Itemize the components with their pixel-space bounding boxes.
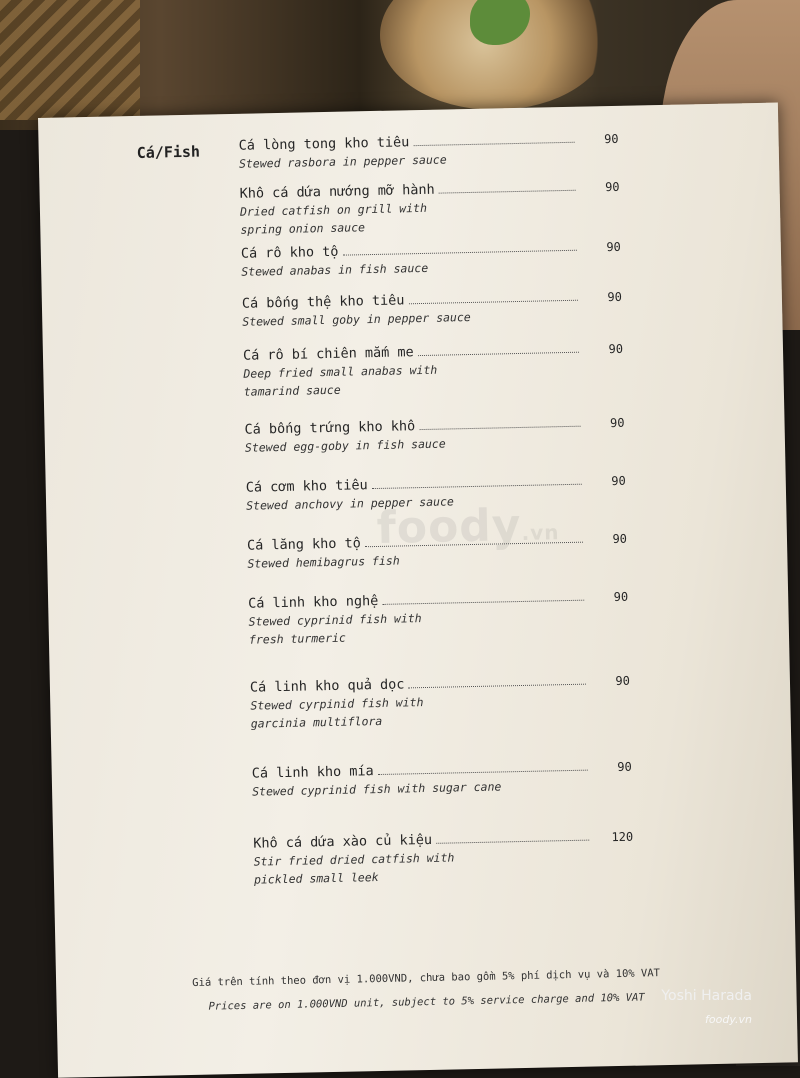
item-name: Cá lòng tong kho tiêu (238, 134, 410, 154)
dot-leader (419, 426, 580, 430)
menu-item (248, 588, 629, 648)
menu-item (243, 340, 624, 400)
dot-leader (342, 250, 576, 256)
dot-leader (408, 684, 586, 689)
item-price: 90 (611, 473, 626, 489)
item-name: Cá rô bí chiên mắm me (242, 344, 414, 364)
item-price: 90 (607, 289, 623, 305)
footer-note-vietnamese: Giá trên tính theo đơn vị 1.000VND, chưa bao gồm 5% phí dịch vụ và 10% VAT (192, 967, 661, 989)
item-name: Cá bống trứng kho khô (244, 418, 416, 438)
item-description: Stewed hemibagrus fish (247, 553, 400, 571)
item-name: Cá linh kho mía (251, 763, 374, 782)
menu-item (239, 178, 620, 238)
foody-watermark: foody.vn (376, 499, 560, 554)
foody-logo: foody.vn (705, 1013, 752, 1026)
item-description: Stewed cyrpinid fish with (250, 695, 424, 713)
item-description: Deep fried small anabas with (243, 362, 438, 381)
item-description: garcinia multiflora (250, 713, 383, 731)
dot-leader (382, 600, 584, 605)
photographer-name: Yoshi Harada (661, 988, 752, 1004)
item-description: pickled small leek (253, 870, 379, 887)
item-name: Cá rô kho tộ (240, 243, 339, 262)
menu-item (244, 414, 625, 456)
section-title: Cá/Fish (136, 142, 201, 162)
menu-page (38, 103, 798, 1078)
item-name: Cá lăng kho tộ (246, 535, 361, 554)
item-price: 90 (615, 673, 631, 689)
item-price: 90 (608, 341, 624, 357)
item-price: 120 (611, 829, 634, 845)
item-description: spring onion sauce (240, 220, 366, 237)
menu-item (253, 828, 634, 888)
item-description: Stewed anchovy in pepper sauce (246, 494, 454, 513)
item-price: 90 (604, 179, 620, 195)
dot-leader (409, 300, 578, 305)
dot-leader (413, 142, 574, 146)
item-name: Cá cơm kho tiêu (245, 477, 368, 496)
item-description: Stewed cyprinid fish with (248, 611, 422, 629)
item-name: Cá linh kho nghệ (248, 592, 379, 612)
item-name: Cá bống thệ kho tiêu (241, 292, 405, 312)
item-name: Khô cá dứa nướng mỡ hành (239, 181, 435, 202)
item-description: Stir fried dried catfish with (253, 850, 455, 869)
item-description: tamarind sauce (243, 382, 341, 399)
item-name: Khô cá dứa xào củ kiệu (253, 831, 433, 852)
item-description: Stewed small goby in pepper sauce (242, 309, 471, 329)
dot-leader (378, 770, 588, 775)
dot-leader (439, 190, 576, 194)
dot-leader (372, 484, 582, 489)
footer-note-english: Prices are on 1.000VND unit, subject to 5% service charge and 10% VAT (208, 991, 645, 1013)
menu-item (241, 238, 622, 280)
item-price: 90 (617, 759, 632, 775)
item-price: 90 (603, 131, 619, 147)
item-price: 90 (613, 589, 629, 605)
item-description: Stewed cyprinid fish with sugar cane (252, 779, 502, 799)
basket-image (0, 0, 140, 120)
item-description: fresh turmeric (248, 630, 347, 647)
menu-item (252, 758, 633, 800)
item-name: Cá linh kho quả dọc (249, 676, 405, 696)
menu-item (250, 672, 631, 732)
item-description: Dried catfish on grill with (239, 200, 428, 219)
item-price: 90 (609, 415, 625, 431)
photo-credit (661, 988, 752, 1028)
menu-item (242, 288, 623, 330)
dot-leader (418, 352, 579, 356)
item-description: Stewed rasbora in pepper sauce (238, 152, 447, 171)
dot-leader (436, 840, 589, 844)
menu-item (238, 130, 619, 172)
item-description: Stewed anabas in fish sauce (241, 260, 429, 279)
item-price: 90 (612, 531, 628, 547)
item-price: 90 (606, 239, 621, 255)
item-description: Stewed egg-goby in fish sauce (244, 436, 446, 455)
